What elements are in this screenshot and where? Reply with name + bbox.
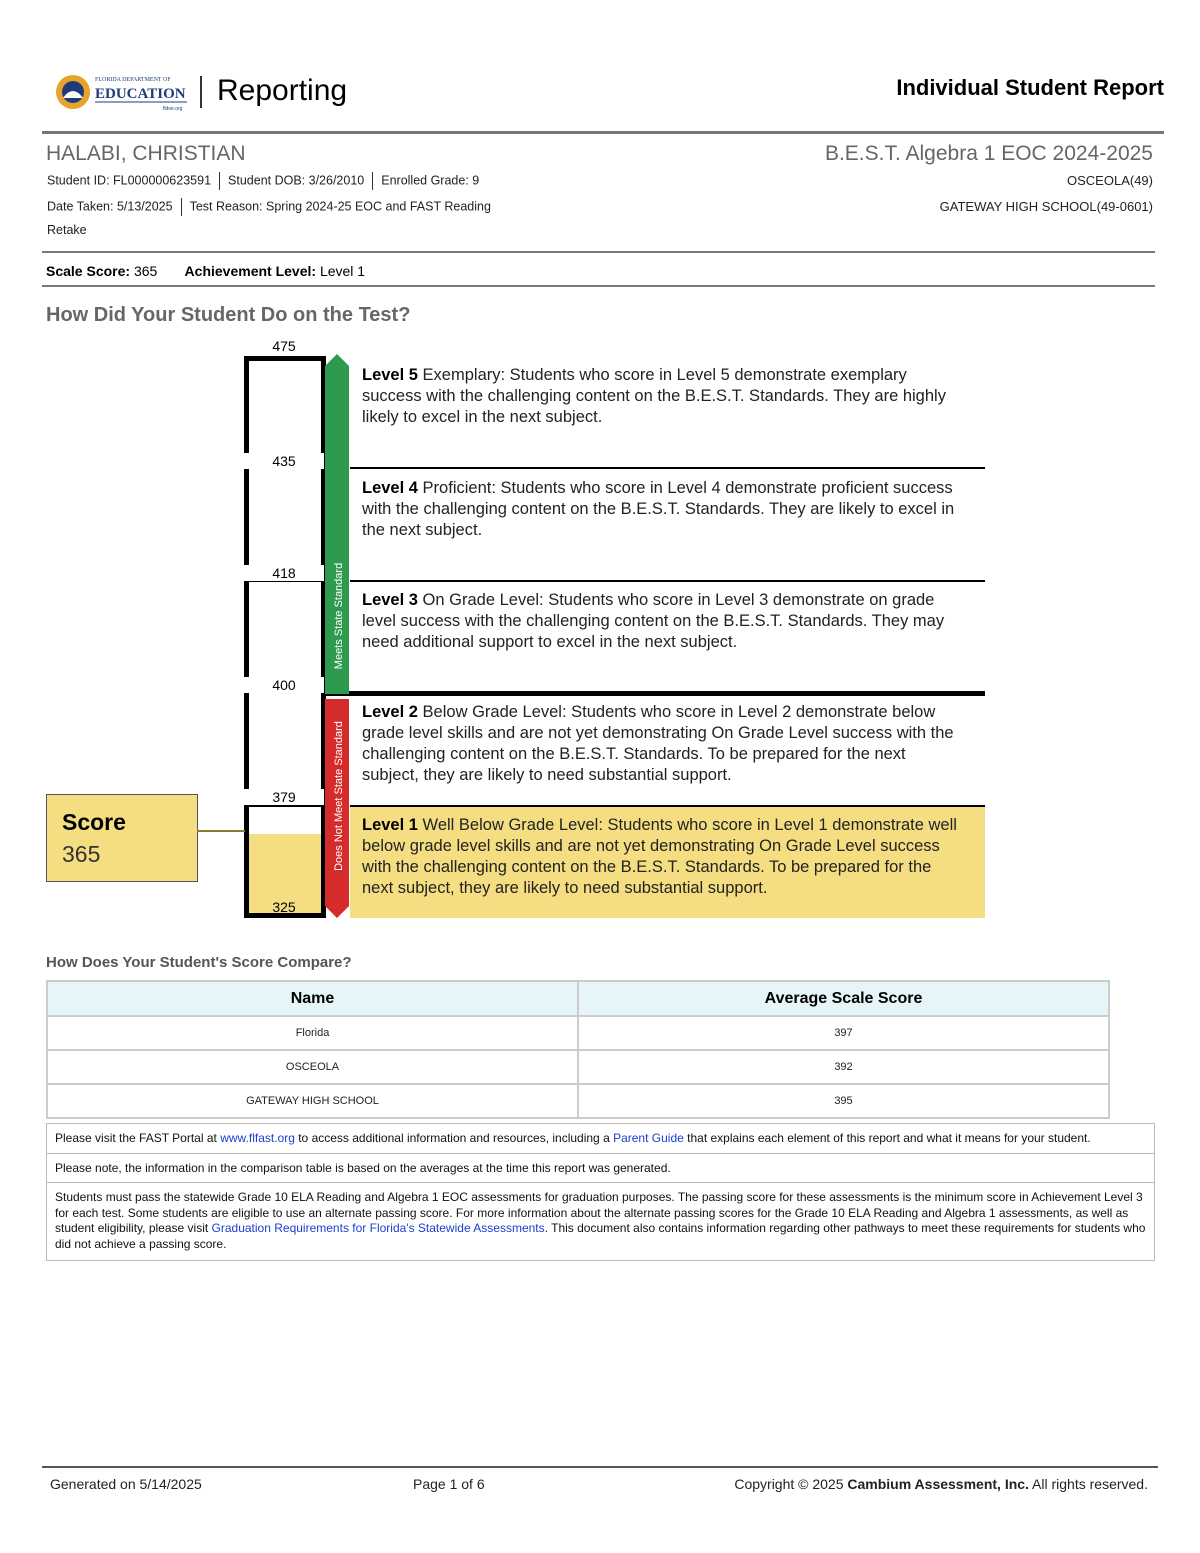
level-1-name: Level 1 (362, 816, 418, 834)
compare-header-row (47, 981, 1109, 1016)
row-name: OSCEOLA (47, 1050, 578, 1084)
note-portal: Please visit the FAST Portal at www.flfast.org to access additional information and resources, including a Parent Guide that explains each element of this report and what it means for your student. (47, 1124, 1154, 1154)
level-2-desc: Level 2 Below Grade Level: Students who score in Level 2 demonstrate below grade level skills and are not yet demonstrating On Grade Level success with the challenging content on the B.E.S.T. Standards. To be prepared for the next subject, they are likely to need substantial support. (362, 703, 954, 784)
level-divider-standard (245, 691, 985, 696)
scale-score-value: 365 (133, 263, 158, 279)
table-row (47, 1016, 1109, 1050)
score-connector (197, 830, 245, 832)
enrolled-grade: Enrolled Grade: 9 (381, 173, 480, 188)
score-callout (46, 794, 198, 882)
level-5-desc: Level 5 Exemplary: Students who score in Level 5 demonstrate exemplary success with the challenging content on the B.E.S.T. Standards. They are highly likely to excel in the next subject. (362, 366, 946, 426)
graduation-requirements-link[interactable]: Graduation Requirements for Florida's Statewide Assessments (211, 1221, 545, 1235)
level-5-name: Level 5 (362, 366, 418, 384)
tick-418: 418 (244, 565, 324, 581)
tick-475: 475 (272, 338, 296, 354)
compare-header-name: Name (47, 981, 578, 1016)
flfast-link[interactable]: www.flfast.org (220, 1131, 295, 1145)
tick-379: 379 (244, 789, 324, 805)
achievement-level-label: Achievement Level: (184, 263, 317, 279)
achievement-level-value: Level 1 (319, 263, 366, 279)
section-title: How Did Your Student Do on the Test? (46, 304, 411, 326)
table-row (47, 1084, 1109, 1118)
not-meets-label: Does Not Meet State Standard (333, 721, 345, 871)
compare-header-avg: Average Scale Score (578, 981, 1109, 1016)
col-line-379 (249, 805, 321, 807)
table-row (47, 1050, 1109, 1084)
level-2-name: Level 2 (362, 703, 418, 721)
level-3-name: Level 3 (362, 591, 418, 609)
generated-date: Generated on 5/14/2025 (50, 1476, 202, 1492)
report-title: Individual Student Report (896, 75, 1164, 100)
row-name: Florida (47, 1016, 578, 1050)
level-divider-3 (350, 580, 985, 582)
tick-400: 400 (244, 677, 324, 693)
row-avg: 392 (578, 1050, 1109, 1084)
parent-guide-link[interactable]: Parent Guide (613, 1131, 684, 1145)
app-title: Reporting (217, 74, 348, 107)
compare-title: How Does Your Student's Score Compare? (46, 954, 352, 971)
score-callout-label: Score (62, 809, 126, 835)
tick-435: 435 (244, 453, 324, 469)
note-graduation: Students must pass the statewide Grade 10 ELA Reading and Algebra 1 EOC assessments for graduation purposes. The passing score for these assessments is the minimum score in Achievement Level 3 for each test. Some students are eligible to use an alternate passing score. For more information about the alternate passing scores for the Grade 10 ELA Reading and Algebra 1 assessments, as well as student eligibility, please visit Graduation Requirements for Florida's Statewide Assessments. This document also contains information regarding other pathways to meet these requirements for students who did not achieve a passing score. (55, 1190, 1146, 1251)
student-dob: Student DOB: 3/26/2010 (228, 173, 365, 188)
level-3-desc: Level 3 On Grade Level: Students who score in Level 3 demonstrate on grade level success with the challenging content on the B.E.S.T. Standards. They may need additional support to excel in the next subject. (362, 591, 945, 651)
scale-score-label: Scale Score: (46, 263, 131, 279)
level-1-desc: Level 1 Well Below Grade Level: Students who score in Level 1 demonstrate well below grade level skills and are not yet demonstrating On Grade Level success with the challenging content on the B.E.S.T. Standards. To be prepared for the next subject, they are likely to need substantial support. (362, 816, 957, 897)
school: GATEWAY HIGH SCHOOL(49-0601) (939, 199, 1153, 214)
level-4-name: Level 4 (362, 479, 418, 497)
row-avg: 397 (578, 1016, 1109, 1050)
row-name: GATEWAY HIGH SCHOOL (47, 1084, 578, 1118)
level-4-desc: Level 4 Proficient: Students who score in Level 4 demonstrate proficient success with the challenging content on the B.E.S.T. Standards. They are likely to excel in the next subject. (362, 479, 955, 539)
page-number: Page 1 of 6 (413, 1476, 485, 1492)
district: OSCEOLA(49) (1067, 173, 1153, 188)
note-averages: Please note, the information in the comparison table is based on the averages at the time this report was generated. (47, 1154, 1154, 1184)
score-callout-value: 365 (62, 841, 101, 867)
student-name: HALABI, CHRISTIAN (46, 142, 246, 165)
test-title: B.E.S.T. Algebra 1 EOC 2024-2025 (824, 142, 1153, 165)
meets-label: Meets State Standard (333, 562, 345, 670)
compare-table (46, 980, 1110, 1119)
logo-text-sub: fldoe.org (163, 106, 183, 112)
test-reason: Test Reason: Spring 2024-25 EOC and FAST Reading (189, 199, 491, 214)
logo-text-main: EDUCATION (95, 86, 186, 102)
tick-325: 325 (272, 899, 296, 915)
footer-rule (42, 1466, 1158, 1468)
notes-box (46, 1123, 1155, 1261)
row-avg: 395 (578, 1084, 1109, 1118)
student-id: Student ID: FL000000623591 (47, 173, 212, 188)
copyright: Copyright © 2025 Cambium Assessment, Inc. All rights reserved. (734, 1476, 1148, 1492)
logo-text-top: FLORIDA DEPARTMENT OF (95, 77, 171, 83)
date-taken: Date Taken: 5/13/2025 (47, 199, 173, 214)
test-reason-cont: Retake (47, 223, 87, 237)
level-divider-4 (350, 467, 985, 469)
level-divider-1 (350, 805, 985, 807)
copyright-company: Cambium Assessment, Inc. (847, 1476, 1029, 1492)
